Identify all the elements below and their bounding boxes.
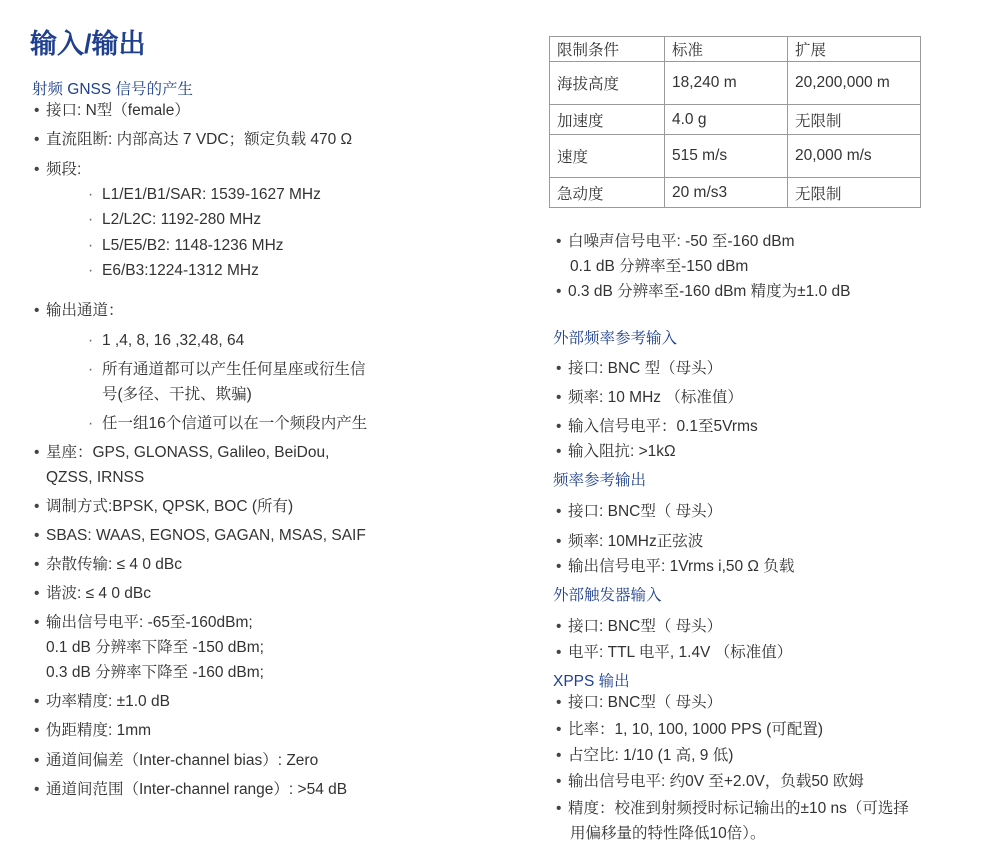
list-item: • 频率: 10MHz正弦波	[556, 531, 703, 553]
table-cell: 20,200,000 m	[788, 62, 921, 105]
list-item-constellation: • 星座：GPS, GLONASS, Galileo, BeiDou,	[34, 442, 329, 464]
list-item: • 接口: BNC 型（母头）	[556, 358, 722, 380]
section-title-ext-trigger: 外部触发器输入	[553, 587, 662, 604]
list-item: • 接口: BNC型（ 母头）	[556, 692, 722, 714]
channel-item-continued: 号(多径、干扰、欺骗)	[102, 386, 252, 403]
list-item: • 接口: BNC型（ 母头）	[556, 616, 722, 638]
list-item: • 比率：1, 10, 100, 1000 PPS (可配置)	[556, 719, 823, 741]
list-item: • 输出信号电平: 1Vrms i,50 Ω 负载	[556, 556, 794, 578]
table-cell: 4.0 g	[665, 105, 788, 135]
limits-table	[549, 36, 921, 208]
list-item-connector: • 接口: N型（female）	[34, 100, 190, 122]
list-item: • 频率: 10 MHz （标准值）	[556, 387, 743, 409]
list-item-output-level: • 输出信号电平: -65至-160dBm;	[34, 612, 253, 634]
list-item-modulation: • 调制方式:BPSK, QPSK, BOC (所有)	[34, 496, 293, 518]
table-row	[550, 62, 921, 105]
list-item-inter-channel-range: • 通道间范围（Inter-channel range）: >54 dB	[34, 779, 347, 801]
page-title: 输入/输出	[30, 29, 146, 59]
list-item: • 输出信号电平: 约0V 至+2.0V，负载50 欧姆	[556, 771, 864, 793]
table-row	[550, 105, 921, 135]
table-cell: 加速度	[550, 105, 665, 135]
table-cell: 速度	[550, 135, 665, 178]
list-item: • 电平: TTL 电平, 1.4V （标准值）	[556, 642, 792, 664]
section-title-ext-ref-input: 外部频率参考输入	[553, 330, 678, 347]
table-cell: 20 m/s3	[665, 178, 788, 208]
band-item: · L1/E1/B1/SAR: 1539-1627 MHz	[88, 184, 321, 206]
channel-item: · 所有通道都可以产生任何星座或衍生信	[88, 359, 366, 381]
table-header-cell: 扩展	[788, 37, 921, 62]
list-item-pseudorange-accuracy: • 伪距精度: 1mm	[34, 720, 151, 742]
list-item-output-level-continued: 0.1 dB 分辨率下降至 -150 dBm;	[46, 639, 264, 656]
list-item-dc-block: • 直流阻断: 内部高达 7 VDC；额定负载 470 Ω	[34, 129, 352, 151]
band-item: · E6/B3:1224-1312 MHz	[88, 260, 259, 282]
list-item: • 输入阻抗: >1kΩ	[556, 441, 676, 463]
list-item-output-level-continued: 0.3 dB 分辨率下降至 -160 dBm;	[46, 664, 264, 681]
band-item: · L2/L2C: 1192-280 MHz	[88, 209, 261, 231]
section-title-xpps: XPPS 输出	[553, 673, 630, 690]
channel-item: · 任一组16个信道可以在一个频段内产生	[88, 413, 367, 435]
table-cell: 海拔高度	[550, 62, 665, 105]
list-item-noise-continued: 0.1 dB 分辨率至-150 dBm	[570, 258, 749, 275]
table-header-row	[550, 37, 921, 62]
list-item-sbas: • SBAS: WAAS, EGNOS, GAGAN, MSAS, SAIF	[34, 525, 366, 547]
table-header-cell: 标准	[665, 37, 788, 62]
list-item: • 接口: BNC型（ 母头）	[556, 501, 722, 523]
table-cell: 无限制	[788, 178, 921, 208]
table-header-cell: 限制条件	[550, 37, 665, 62]
section-title-rf-generation: 射频 GNSS 信号的产生	[32, 81, 194, 98]
channel-item: · 1 ,4, 8, 16 ,32,48, 64	[88, 330, 244, 352]
list-item-bands-label: • 频段:	[34, 159, 81, 181]
list-item-continued: 用偏移量的特性降低10倍）。	[570, 825, 766, 842]
table-row	[550, 178, 921, 208]
list-item-noise-accuracy: • 0.3 dB 分辨率至-160 dBm 精度为±1.0 dB	[556, 281, 850, 303]
list-item: • 占空比: 1/10 (1 高, 9 低)	[556, 745, 733, 767]
table-cell: 20,000 m/s	[788, 135, 921, 178]
band-item: · L5/E5/B2: 1148-1236 MHz	[88, 235, 284, 257]
list-item: • 精度：校准到射频授时标记输出的±10 ns（可选择	[556, 798, 909, 820]
list-item-channels-label: • 输出通道：	[34, 300, 124, 322]
section-title-ref-output: 频率参考输出	[553, 472, 647, 489]
table-cell: 515 m/s	[665, 135, 788, 178]
list-item-power-accuracy: • 功率精度: ±1.0 dB	[34, 691, 170, 713]
list-item-noise-level: • 白噪声信号电平: -50 至-160 dBm	[556, 231, 795, 253]
table-row	[550, 135, 921, 178]
table-cell: 18,240 m	[665, 62, 788, 105]
list-item-constellation-continued: QZSS, IRNSS	[46, 469, 145, 486]
table-cell: 急动度	[550, 178, 665, 208]
list-item-inter-channel-bias: • 通道间偏差（Inter-channel bias）: Zero	[34, 750, 318, 772]
table-cell: 无限制	[788, 105, 921, 135]
list-item: • 输入信号电平：0.1至5Vrms	[556, 416, 758, 438]
list-item-spurious: • 杂散传输: ≤ 4 0 dBc	[34, 554, 182, 576]
list-item-harmonics: • 谐波: ≤ 4 0 dBc	[34, 583, 151, 605]
